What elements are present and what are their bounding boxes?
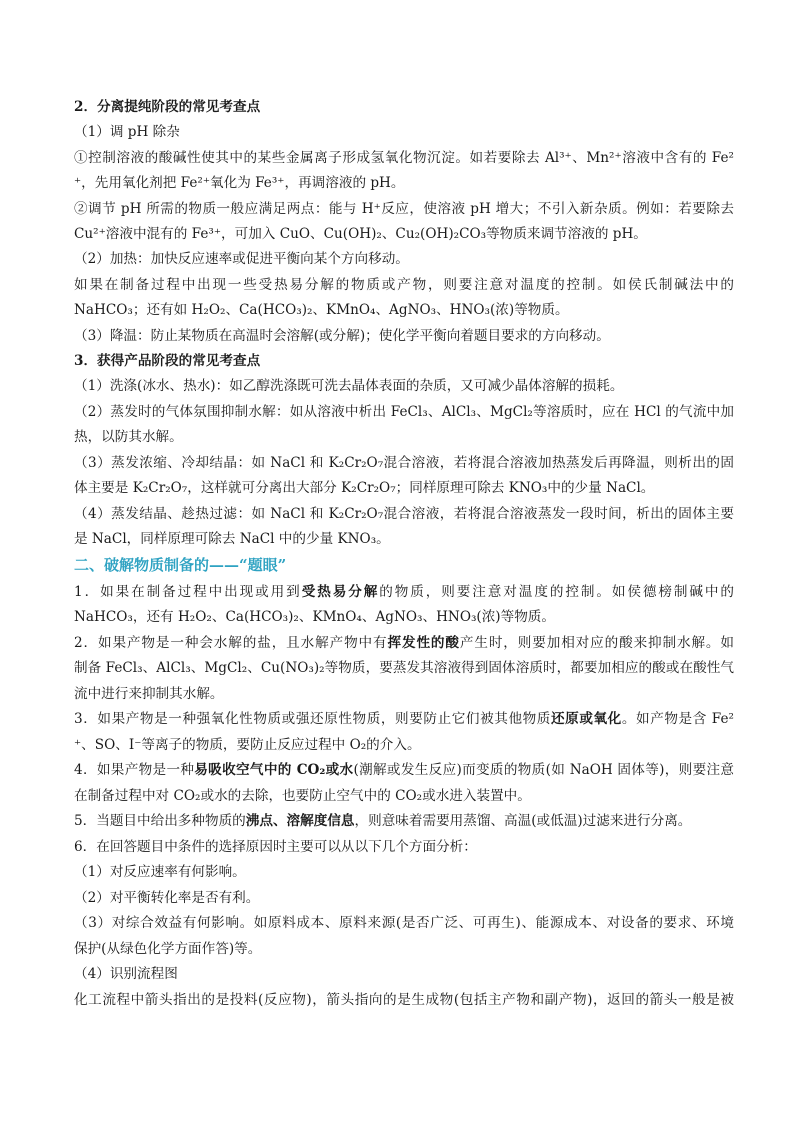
emphasis: 挥发性的酸 bbox=[387, 635, 460, 651]
paragraph-line: （1）洗涤(冰水、热水)：如乙醇洗涤既可洗去晶体表面的杂质，又可减少晶体溶解的损耗。 bbox=[74, 378, 624, 394]
paragraph-line: 制备 FeCl₃、AlCl₃、MgCl₂、Cu(NO₃)₂等物质，要蒸发其溶液得到固体溶质时，都要加相应的酸或在酸性气 bbox=[74, 660, 734, 676]
text-run: 5．当题目中给出多种物质的 bbox=[74, 813, 246, 829]
text-run: 3．如果产物是一种强氧化性物质或强还原性物质，则要防止它们被其他物质 bbox=[74, 711, 551, 727]
paragraph-line bbox=[74, 582, 734, 602]
paragraph-line: ②调节 pH 所需的物质一般应满足两点：能与 H⁺反应，使溶液 pH 增大；不引入新杂质。例如：若要除去 bbox=[74, 201, 734, 217]
section-heading-key-clues: 二、破解物质制备的——“题眼” bbox=[74, 556, 287, 574]
text-run: 产生时，则要加相对应的酸来抑制水解。如 bbox=[459, 635, 735, 651]
text-run: 的物质，则要注意对温度的控制。如侯德榜制碱中的 bbox=[379, 584, 735, 600]
emphasis: 沸点、溶解度信息 bbox=[245, 813, 355, 829]
text-run: 2．如果产物是一种会水解的盐，且水解产物中有 bbox=[74, 635, 388, 651]
text-run: (潮解或发生反应)而变质的物质(如 NaOH 固体等)，则要注意 bbox=[353, 762, 734, 778]
paragraph-line: （3）蒸发浓缩、冷却结晶：如 NaCl 和 K₂Cr₂O₇混合溶液，若将混合溶液加热蒸发后再降温，则析出的固 bbox=[74, 455, 734, 471]
paragraph-line bbox=[74, 709, 734, 729]
paragraph-line: 是 NaCl，同样原理可除去 NaCl 中的少量 KNO₃。 bbox=[74, 531, 390, 547]
paragraph-line: （2）对平衡转化率是否有利。 bbox=[74, 890, 260, 906]
paragraph-line: （1）对反应速率有何影响。 bbox=[74, 864, 246, 880]
paragraph-line: NaHCO₃；还有如 H₂O₂、Ca(HCO₃)₂、KMnO₄、AgNO₃、HNO₃(浓)等物质。 bbox=[74, 302, 569, 318]
paragraph-line bbox=[74, 811, 734, 831]
paragraph-line: （3）对综合效益有何影响。如原料成本、原料来源(是否广泛、可再生)、能源成本、对设备的要求、环境 bbox=[74, 915, 734, 931]
paragraph-line: ⁺、SO、I⁻等离子的物质，要防止反应过程中 O₂的介入。 bbox=[74, 737, 421, 753]
paragraph-line bbox=[74, 633, 734, 653]
heading-separation-purification: 2．分离提纯阶段的常见考查点 bbox=[74, 99, 261, 115]
paragraph-line: 在制备过程中对 CO₂或水的去除，也要防止空气中的 CO₂或水进入装置中。 bbox=[74, 788, 531, 804]
paragraph-line: （4）蒸发结晶、趁热过滤：如 NaCl 和 K₂Cr₂O₇混合溶液，若将混合溶液蒸发一段时间，析出的固体主要 bbox=[74, 506, 734, 522]
paragraph-line: NaHCO₃，还有 H₂O₂、Ca(HCO₃)₂、KMnO₄、AgNO₃、HNO₃(浓)等物质。 bbox=[74, 609, 555, 625]
paragraph-line: 热，以防其水解。 bbox=[74, 429, 183, 445]
emphasis: 易吸收空气中的 CO₂或水 bbox=[194, 762, 354, 778]
text-run: 。如产物是含 Fe² bbox=[621, 711, 734, 727]
paragraph-line: 体主要是 K₂Cr₂O₇，这样就可分离出大部分 K₂Cr₂O₇；同样原理可除去 KNO₃中的少量 NaCl。 bbox=[74, 480, 655, 496]
text-run: 4．如果产物是一种 bbox=[74, 762, 195, 778]
subheading-cooling: （3）降温：防止某物质在高温时会溶解(或分解)；使化学平衡向着题目要求的方向移动。 bbox=[74, 328, 610, 344]
subheading-heating: （2）加热：加快反应速率或促进平衡向某个方向移动。 bbox=[74, 251, 409, 267]
paragraph-line: （4）识别流程图 bbox=[74, 966, 178, 982]
emphasis: 还原或氧化 bbox=[550, 711, 622, 727]
paragraph-line: Cu²⁺溶液中混有的 Fe³⁺，可加入 CuO、Cu(OH)₂、Cu₂(OH)₂CO₃等物质来调节溶液的 pH。 bbox=[74, 226, 647, 242]
paragraph-line: 保护(从绿色化学方面作答)等。 bbox=[74, 941, 262, 957]
paragraph-line: （2）蒸发时的气体氛围抑制水解：如从溶液中析出 FeCl₃、AlCl₃、MgCl₂等溶质时，应在 HCl 的气流中加 bbox=[74, 404, 734, 420]
paragraph-line: 化工流程中箭头指出的是投料(反应物)，箭头指向的是生成物(包括主产物和副产物)，返回的箭头一般是被 bbox=[74, 992, 734, 1008]
heading-product-stage: 3．获得产品阶段的常见考查点 bbox=[74, 353, 261, 369]
paragraph-line: ①控制溶液的酸碱性使其中的某些金属离子形成氢氧化物沉淀。如若要除去 Al³⁺、Mn²⁺溶液中含有的 Fe² bbox=[74, 150, 734, 166]
paragraph-line: 流中进行来抑制其水解。 bbox=[74, 686, 224, 702]
subheading-ph-adjust: （1）调 pH 除杂 bbox=[74, 124, 180, 140]
paragraph-line bbox=[74, 760, 734, 780]
paragraph-line: 如果在制备过程中出现一些受热易分解的物质或产物，则要注意对温度的控制。如侯氏制碱法中的 bbox=[74, 277, 734, 293]
paragraph-line: ⁺，先用氧化剂把 Fe²⁺氧化为 Fe³⁺，再调溶液的 pH。 bbox=[74, 175, 405, 191]
paragraph-line: 6．在回答题目中条件的选择原因时主要可以从以下几个方面分析： bbox=[74, 839, 477, 855]
emphasis: 受热易分解 bbox=[301, 584, 380, 600]
text-run: 1．如果在制备过程中出现或用到 bbox=[74, 584, 302, 600]
text-run: ，则意味着需要用蒸馏、高温(或低温)过滤来进行分离。 bbox=[354, 813, 692, 829]
